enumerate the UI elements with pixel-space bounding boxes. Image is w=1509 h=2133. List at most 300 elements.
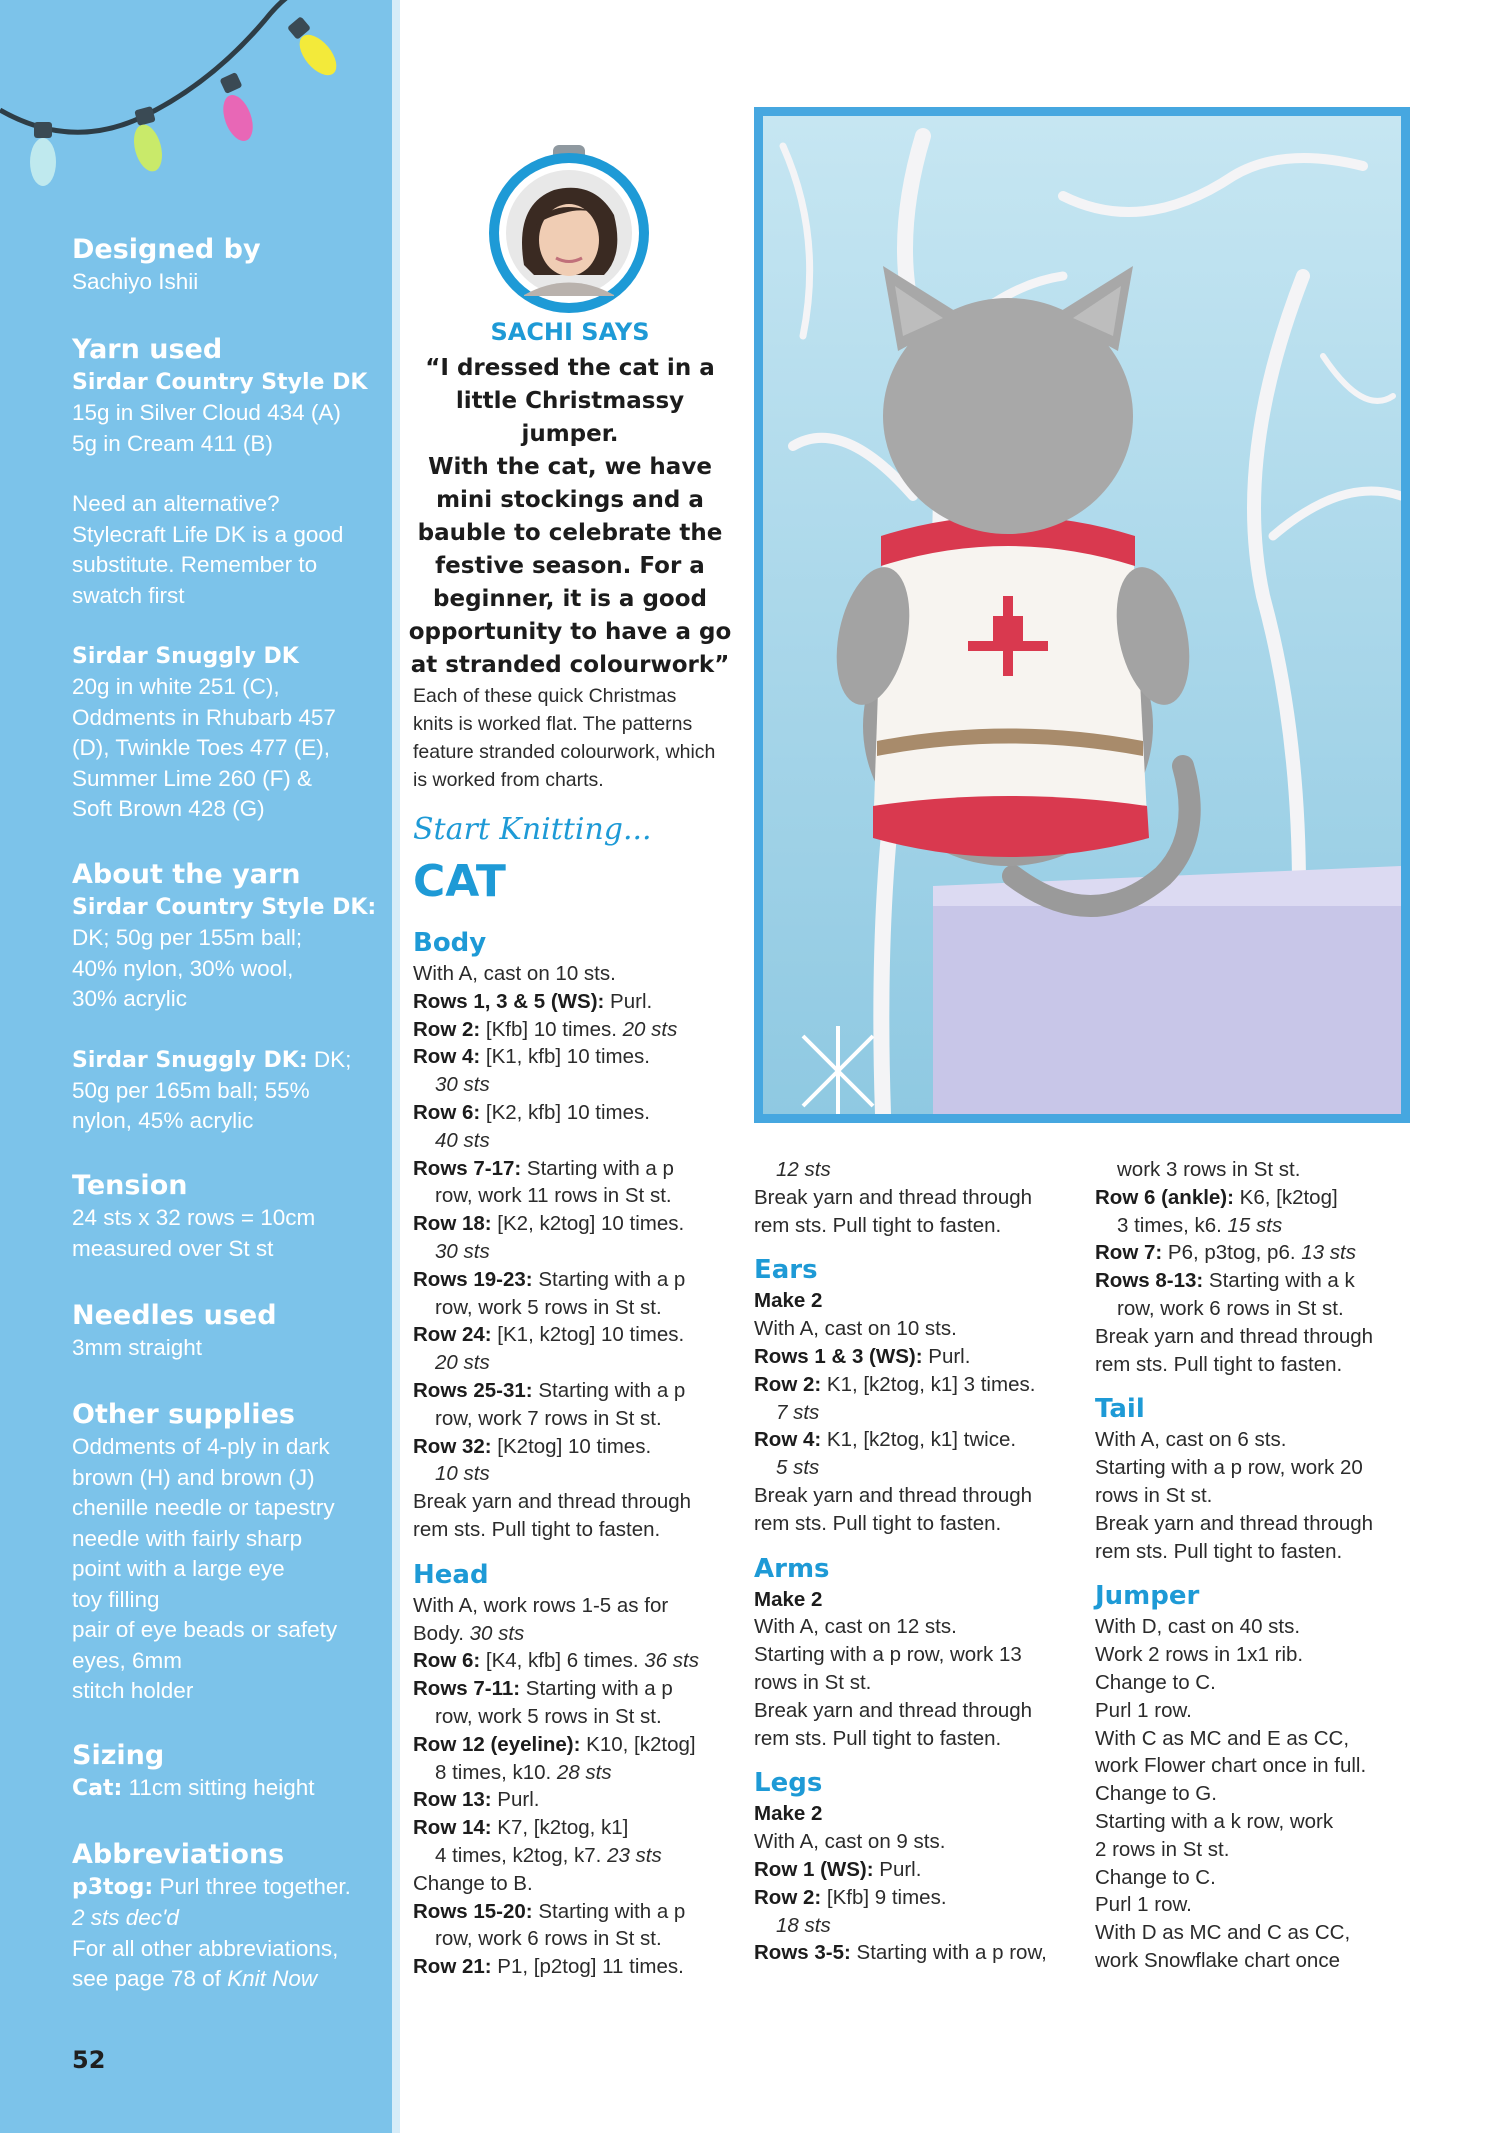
instruction-text: rem sts. Pull tight to fasten. <box>1095 1539 1343 1563</box>
instruction-text: With A, cast on 10 sts. <box>754 1317 957 1341</box>
instruction-text: row, work 6 rows in St st. <box>435 1927 662 1951</box>
pattern-line <box>1095 1808 1425 1836</box>
instruction-text: With A, work rows 1-5 as for <box>413 1593 669 1617</box>
abbreviation-line <box>72 1872 382 1903</box>
instruction-text: Body. <box>413 1621 470 1645</box>
instruction-text: rem sts. Pull tight to fasten. <box>754 1511 1002 1535</box>
abbreviation-def-2 <box>72 1903 382 1934</box>
instruction-text: 4 times, k2tog, k7. <box>435 1843 608 1867</box>
instruction-text: Break yarn and thread through <box>1095 1324 1374 1348</box>
instruction-text: row, work 5 rows in St st. <box>435 1704 662 1728</box>
instruction-text: rows in St st. <box>1095 1483 1213 1507</box>
yarn-used-heading: Yarn used <box>72 334 223 365</box>
instruction-text: Change to G. <box>1095 1782 1217 1806</box>
tension-section <box>72 1169 382 1264</box>
row-label: Make 2 <box>754 1587 823 1611</box>
instruction-text: row, work 6 rows in St st. <box>1117 1296 1344 1320</box>
pattern-line <box>754 1287 1084 1315</box>
instruction-text: Break yarn and thread through <box>754 1483 1033 1507</box>
about-yarn-1-line: 30% acrylic <box>72 986 188 1011</box>
row-label: Rows 19-23: <box>413 1267 533 1291</box>
instruction-text: Purl 1 row. <box>1095 1698 1192 1722</box>
yarn-alternative-line: substitute. Remember to <box>72 552 318 577</box>
pattern-line <box>1095 1295 1425 1323</box>
pattern-line <box>413 1377 743 1405</box>
pattern-column-2 <box>754 1156 1084 1967</box>
row-label: Row 1 (WS): <box>754 1857 874 1881</box>
light-bulb-icon <box>129 106 167 175</box>
pattern-line <box>413 1842 743 1870</box>
stitch-count: 13 sts <box>1301 1241 1356 1265</box>
instruction-text: Break yarn and thread through <box>413 1490 692 1514</box>
stitch-count: 28 sts <box>556 1760 612 1784</box>
instruction-text: [Kfb] 9 times. <box>821 1885 947 1909</box>
pattern-line <box>1095 1669 1425 1697</box>
abbreviation-line-4-pre: see page 78 of <box>72 1966 228 1991</box>
pattern-line <box>413 1266 743 1294</box>
pattern-line <box>1095 1891 1425 1919</box>
instruction-text: [K4, kfb] 6 times. <box>480 1649 645 1673</box>
pattern-line <box>1095 1641 1425 1669</box>
instruction-text: rem sts. Pull tight to fasten. <box>754 1726 1002 1750</box>
light-bulb-icon <box>218 72 259 145</box>
instruction-text: Starting with a k <box>1203 1269 1355 1293</box>
pattern-line <box>413 1405 743 1433</box>
row-label: Row 4: <box>413 1045 481 1069</box>
pattern-line <box>413 1925 743 1953</box>
section-heading: Body <box>413 928 487 958</box>
instruction-text: Starting with a p row, work 13 <box>754 1643 1022 1667</box>
about-yarn-heading: About the yarn <box>72 859 301 890</box>
row-label: Make 2 <box>754 1802 823 1826</box>
stitch-count: 30 sts <box>469 1621 525 1645</box>
intro-line: is worked from charts. <box>413 769 604 791</box>
instruction-text: K7, [k2tog, k1] <box>491 1816 629 1840</box>
instruction-text: Purl. <box>922 1344 971 1368</box>
row-label: Make 2 <box>754 1289 823 1313</box>
supplies-line: chenille needle or tapestry <box>72 1495 335 1520</box>
start-knitting-label: Start Knitting... <box>413 812 652 847</box>
instruction-text: Starting with a p <box>521 1156 674 1180</box>
pattern-line <box>413 988 743 1016</box>
instruction-text: Change to B. <box>413 1871 533 1895</box>
pattern-line <box>754 1697 1084 1725</box>
stitch-count: 12 sts <box>776 1158 831 1181</box>
instruction-text: rem sts. Pull tight to fasten. <box>754 1213 1002 1237</box>
row-label: Row 21: <box>413 1955 492 1979</box>
sizing-label: Cat: <box>72 1776 123 1801</box>
stitch-count: 5 sts <box>776 1456 820 1480</box>
quote-line: beginner, it is a good <box>433 586 707 612</box>
stitch-count: 30 sts <box>435 1239 490 1263</box>
instruction-text: 2 rows in St st. <box>1095 1837 1230 1861</box>
intro-text <box>413 682 733 794</box>
quote-line: With the cat, we have <box>428 454 712 480</box>
pattern-column-1 <box>413 928 743 1981</box>
pattern-line <box>754 1669 1084 1697</box>
instruction-text: Purl. <box>604 989 653 1013</box>
pattern-line <box>754 1399 1084 1427</box>
abbreviations-heading: Abbreviations <box>72 1839 285 1870</box>
instruction-text: K1, [k2tog, k1] twice. <box>821 1428 1017 1452</box>
pattern-line <box>413 1516 743 1544</box>
pattern-line <box>1095 1156 1425 1184</box>
pattern-line <box>754 1725 1084 1753</box>
instruction-text: rem sts. Pull tight to fasten. <box>413 1517 661 1541</box>
supplies-line: toy filling <box>72 1586 160 1612</box>
row-label: Rows 7-17: <box>413 1156 522 1180</box>
pattern-line <box>754 1184 1084 1212</box>
quote-line: at stranded colourwork” <box>410 652 730 678</box>
pattern-line <box>754 1156 1084 1184</box>
instruction-text: work Flower chart once in full. <box>1095 1754 1367 1778</box>
supplies-line: eyes, 6mm <box>72 1647 183 1673</box>
about-yarn-section <box>72 858 382 1137</box>
instruction-text: Break yarn and thread through <box>1095 1511 1374 1535</box>
instruction-text: [K1, kfb] 10 times. <box>480 1045 650 1069</box>
pattern-line <box>413 960 743 988</box>
supplies-heading: Other supplies <box>72 1399 295 1430</box>
instruction-text: With C as MC and E as CC, <box>1095 1726 1350 1750</box>
row-label: Row 12 (eyeline): <box>413 1732 581 1756</box>
sizing-section <box>72 1739 382 1804</box>
sidebar-edge <box>392 0 400 2133</box>
quote-line: festive season. For a <box>435 553 705 579</box>
pattern-column-3 <box>1095 1156 1425 1975</box>
pattern-line <box>1095 1919 1425 1947</box>
pattern-line <box>413 1786 743 1814</box>
about-yarn-1-line: DK; 50g per 155m ball; <box>72 925 303 950</box>
row-label: Rows 1 & 3 (WS): <box>754 1344 923 1368</box>
pattern-line <box>1095 1239 1425 1267</box>
stitch-count: 18 sts <box>776 1913 831 1937</box>
stitch-count: 20 sts <box>435 1351 490 1375</box>
pattern-line <box>413 1592 743 1620</box>
quote-line: opportunity to have a go <box>408 619 732 645</box>
instruction-text: [Kfb] 10 times. <box>480 1017 623 1041</box>
abbreviation-def: Purl three together. <box>153 1874 351 1899</box>
row-label: Rows 8-13: <box>1095 1269 1204 1293</box>
pattern-line <box>754 1371 1084 1399</box>
supplies-section <box>72 1398 382 1707</box>
abbreviation-line-3: For all other abbreviations, <box>72 1935 339 1961</box>
instruction-text: 8 times, k10. <box>435 1760 557 1784</box>
intro-line: knits is worked flat. The patterns <box>413 713 693 735</box>
row-label: Rows 3-5: <box>754 1941 851 1965</box>
cat-title: CAT <box>413 856 506 907</box>
pattern-line <box>754 1856 1084 1884</box>
instruction-text: row, work 11 rows in St st. <box>435 1184 672 1208</box>
yarn-used-section <box>72 333 382 825</box>
instruction-text: work 3 rows in St st. <box>1117 1158 1301 1181</box>
pattern-line <box>754 1482 1084 1510</box>
yarn-alternative-line: Need an alternative? <box>72 491 280 516</box>
yarn-alternative-line: swatch first <box>72 582 185 608</box>
instruction-text: With A, cast on 10 sts. <box>413 962 616 985</box>
cat-toy-illustration <box>763 116 1401 1114</box>
pattern-line <box>1095 1752 1425 1780</box>
instruction-text: With A, cast on 6 sts. <box>1095 1428 1287 1452</box>
yarn-brand-1-line: 5g in Cream 411 (B) <box>72 430 273 456</box>
instruction-text: Break yarn and thread through <box>754 1698 1033 1722</box>
pattern-line <box>1095 1613 1425 1641</box>
pattern-line <box>413 1016 743 1044</box>
pattern-line <box>1095 1864 1425 1892</box>
pattern-line <box>413 1210 743 1238</box>
stitch-count: 30 sts <box>435 1073 490 1097</box>
pattern-line <box>754 1212 1084 1240</box>
instruction-text: K10, [k2tog] <box>580 1732 696 1756</box>
instruction-text: Starting with a p <box>532 1378 686 1402</box>
tension-line: measured over St st <box>72 1235 274 1261</box>
stitch-count: 20 sts <box>622 1017 678 1041</box>
instruction-text: Starting with a p row, work 20 <box>1095 1456 1363 1480</box>
row-label: Row 24: <box>413 1323 492 1347</box>
instruction-text: 3 times, k6. <box>1117 1213 1228 1237</box>
pattern-line <box>754 1828 1084 1856</box>
designed-by-section <box>72 233 382 298</box>
pattern-line <box>754 1912 1084 1940</box>
section-heading: Ears <box>754 1255 818 1286</box>
row-label: Row 6: <box>413 1649 481 1673</box>
pattern-line <box>413 1127 743 1155</box>
instruction-text: Starting with a p <box>532 1899 686 1923</box>
stitch-count: 15 sts <box>1227 1213 1283 1237</box>
yarn-brand-1-line: 15g in Silver Cloud 434 (A) <box>72 400 341 425</box>
instruction-text: P1, [p2tog] 11 times. <box>491 1955 684 1979</box>
about-yarn-1-name: Sirdar Country Style DK: <box>72 895 377 920</box>
about-yarn-2-line: 50g per 165m ball; 55% <box>72 1077 310 1103</box>
row-label: Row 6: <box>413 1100 481 1124</box>
instruction-text: [K2, k2tog] 10 times. <box>491 1212 685 1236</box>
stitch-count: 7 sts <box>776 1400 820 1424</box>
yarn-brand-2-line: Oddments in Rhubarb 457 <box>72 704 336 730</box>
pattern-line <box>754 1939 1084 1967</box>
about-yarn-2-line: nylon, 45% acrylic <box>72 1108 254 1133</box>
instruction-text: With D, cast on 40 sts. <box>1095 1615 1301 1639</box>
yarn-alternative-line: Stylecraft Life DK is a good <box>72 521 344 547</box>
instruction-text: rows in St st. <box>754 1670 872 1694</box>
pattern-line <box>413 1647 743 1675</box>
instruction-text: Break yarn and thread through <box>754 1185 1033 1209</box>
pattern-line <box>1095 1836 1425 1864</box>
pattern-line <box>413 1043 743 1071</box>
needles-section <box>72 1299 382 1364</box>
needles-text: 3mm straight <box>72 1335 203 1360</box>
pattern-line <box>413 1155 743 1183</box>
pattern-line <box>413 1898 743 1926</box>
pattern-line <box>413 1953 743 1981</box>
pattern-line <box>413 1071 743 1099</box>
pattern-line <box>754 1454 1084 1482</box>
instruction-text: K6, [k2tog] <box>1233 1185 1338 1209</box>
tension-heading: Tension <box>72 1170 188 1201</box>
about-yarn-1-line: 40% nylon, 30% wool, <box>72 955 294 981</box>
row-label: Rows 7-11: <box>413 1677 521 1701</box>
row-label: Row 2: <box>413 1017 481 1041</box>
quote-line: bauble to celebrate the <box>417 520 723 546</box>
pattern-line <box>1095 1323 1425 1351</box>
instruction-text: row, work 7 rows in St st. <box>435 1406 662 1430</box>
intro-line: feature stranded colourwork, which <box>413 741 716 763</box>
section-heading: Arms <box>754 1553 830 1584</box>
pattern-line <box>754 1343 1084 1371</box>
instruction-text: With A, cast on 12 sts. <box>754 1615 957 1639</box>
magazine-name: Knit Now <box>227 1966 318 1991</box>
pattern-line <box>754 1800 1084 1828</box>
sizing-text: 11cm sitting height <box>122 1775 315 1800</box>
yarn-brand-1: Sirdar Country Style DK <box>72 370 368 395</box>
pattern-line <box>413 1182 743 1210</box>
sizing-line <box>72 1773 382 1804</box>
pattern-line <box>413 1675 743 1703</box>
pattern-line <box>754 1884 1084 1912</box>
about-yarn-2-first-line <box>72 1045 382 1076</box>
intro-line: Each of these quick Christmas <box>413 685 677 707</box>
supplies-line: brown (H) and brown (J) <box>72 1464 315 1490</box>
supplies-line: point with a large eye <box>72 1556 285 1581</box>
row-label: Row 14: <box>413 1816 492 1840</box>
pattern-line <box>1095 1351 1425 1379</box>
pattern-line <box>413 1433 743 1461</box>
instruction-text: row, work 5 rows in St st. <box>435 1295 662 1319</box>
instruction-text: Change to C. <box>1095 1670 1216 1694</box>
row-label: Row 13: <box>413 1788 492 1812</box>
instruction-text: With D as MC and C as CC, <box>1095 1921 1351 1945</box>
quote-line: mini stockings and a <box>436 487 704 513</box>
pattern-line <box>1095 1426 1425 1454</box>
yarn-brand-2-line: 20g in white 251 (C), <box>72 674 280 699</box>
instruction-text: Starting with a p <box>520 1677 673 1701</box>
row-label: Row 2: <box>754 1372 822 1396</box>
row-label: Rows 1, 3 & 5 (WS): <box>413 989 605 1013</box>
pattern-line <box>1095 1510 1425 1538</box>
supplies-line: pair of eye beads or safety <box>72 1617 338 1642</box>
sizing-heading: Sizing <box>72 1740 165 1771</box>
instruction-text: [K1, k2tog] 10 times. <box>491 1323 685 1347</box>
designed-by-heading: Designed by <box>72 234 261 265</box>
pattern-line <box>1095 1267 1425 1295</box>
quote-heading: SACHI SAYS <box>490 318 650 346</box>
section-heading: Legs <box>754 1768 823 1799</box>
pattern-line <box>1095 1780 1425 1808</box>
page-number: 52 <box>72 2046 106 2074</box>
about-yarn-2-name: Sirdar Snuggly DK: <box>72 1047 308 1073</box>
supplies-line: stitch holder <box>72 1678 194 1703</box>
yarn-brand-2-line: Summer Lime 260 (F) & <box>72 765 313 791</box>
instruction-text: Purl. <box>873 1857 922 1881</box>
pattern-line <box>413 1814 743 1842</box>
pattern-line <box>754 1613 1084 1641</box>
instruction-text: Purl. <box>491 1788 540 1812</box>
pattern-line <box>413 1321 743 1349</box>
yarn-brand-2-line: Soft Brown 428 (G) <box>72 796 265 821</box>
instruction-text: K1, [k2tog, k1] 3 times. <box>821 1372 1036 1396</box>
pattern-line <box>1095 1184 1425 1212</box>
pattern-line <box>754 1586 1084 1614</box>
pattern-line <box>413 1731 743 1759</box>
pattern-line <box>754 1641 1084 1669</box>
row-label: Rows 15-20: <box>413 1899 533 1923</box>
instruction-text: work Snowflake chart once <box>1095 1948 1340 1972</box>
pattern-line <box>754 1510 1084 1538</box>
stitch-count: 10 sts <box>435 1462 490 1486</box>
instruction-text: Starting with a p row, <box>850 1941 1047 1965</box>
pattern-line <box>413 1294 743 1322</box>
row-label: Row 6 (ankle): <box>1095 1185 1234 1209</box>
pattern-line <box>413 1349 743 1377</box>
row-label: Row 2: <box>754 1885 822 1909</box>
about-yarn-2-first: DK; <box>307 1046 352 1072</box>
quote-line: “I dressed the cat in a <box>425 355 715 381</box>
pattern-line <box>754 1315 1084 1343</box>
instruction-text: [K2, kfb] 10 times. <box>480 1100 650 1124</box>
row-label: Row 32: <box>413 1434 492 1458</box>
instruction-text: Starting with a p <box>532 1267 686 1291</box>
pattern-line <box>413 1620 743 1648</box>
light-bulb-icon <box>287 16 343 82</box>
row-label: Row 4: <box>754 1428 822 1452</box>
instruction-text: With A, cast on 9 sts. <box>754 1830 946 1854</box>
instruction-text: Change to C. <box>1095 1865 1216 1889</box>
pattern-line <box>413 1238 743 1266</box>
instruction-text: [K2tog] 10 times. <box>491 1434 652 1458</box>
pattern-line <box>754 1426 1084 1454</box>
pattern-line <box>413 1870 743 1898</box>
christmas-lights-decoration <box>0 0 400 200</box>
row-label: Rows 25-31: <box>413 1378 533 1402</box>
pattern-line <box>1095 1947 1425 1975</box>
supplies-line: Oddments of 4-ply in dark <box>72 1434 330 1459</box>
abbreviation-def-2-text: 2 sts dec'd <box>72 1905 179 1930</box>
stitch-count: 40 sts <box>435 1128 490 1152</box>
designer-portrait <box>484 145 654 315</box>
pattern-line <box>413 1488 743 1516</box>
pattern-line <box>1095 1697 1425 1725</box>
pattern-line <box>1095 1212 1425 1240</box>
yarn-brand-2: Sirdar Snuggly DK <box>72 644 299 669</box>
section-heading: Jumper <box>1095 1581 1200 1612</box>
designer-name: Sachiyo Ishii <box>72 269 199 294</box>
cat-toy-photo <box>763 116 1401 1114</box>
section-heading: Head <box>413 1559 489 1590</box>
pattern-line <box>413 1703 743 1731</box>
abbreviations-section <box>72 1838 382 1995</box>
yarn-brand-2-line: (D), Twinkle Toes 477 (E), <box>72 735 331 760</box>
quote-text <box>408 352 732 682</box>
instruction-text: Starting with a k row, work <box>1095 1809 1334 1833</box>
section-heading: Tail <box>1095 1394 1145 1425</box>
supplies-line: needle with fairly sharp <box>72 1525 303 1551</box>
quote-line: little Christmassy jumper. <box>455 388 685 447</box>
pattern-line <box>1095 1482 1425 1510</box>
pattern-line <box>413 1759 743 1787</box>
row-label: Row 18: <box>413 1212 492 1236</box>
abbreviation-line-4 <box>72 1964 382 1995</box>
stitch-count: 23 sts <box>607 1843 662 1867</box>
abbreviation-term: p3tog: <box>72 1875 154 1900</box>
instruction-text: Work 2 rows in 1x1 rib. <box>1095 1643 1304 1667</box>
instruction-text: P6, p3tog, p6. <box>1162 1241 1302 1265</box>
pattern-line <box>413 1099 743 1127</box>
instruction-text: rem sts. Pull tight to fasten. <box>1095 1352 1343 1376</box>
pattern-line <box>1095 1538 1425 1566</box>
tension-line: 24 sts x 32 rows = 10cm <box>72 1205 316 1230</box>
row-label: Row 7: <box>1095 1241 1163 1265</box>
pattern-line <box>1095 1725 1425 1753</box>
needles-heading: Needles used <box>72 1300 277 1331</box>
pattern-line <box>1095 1454 1425 1482</box>
